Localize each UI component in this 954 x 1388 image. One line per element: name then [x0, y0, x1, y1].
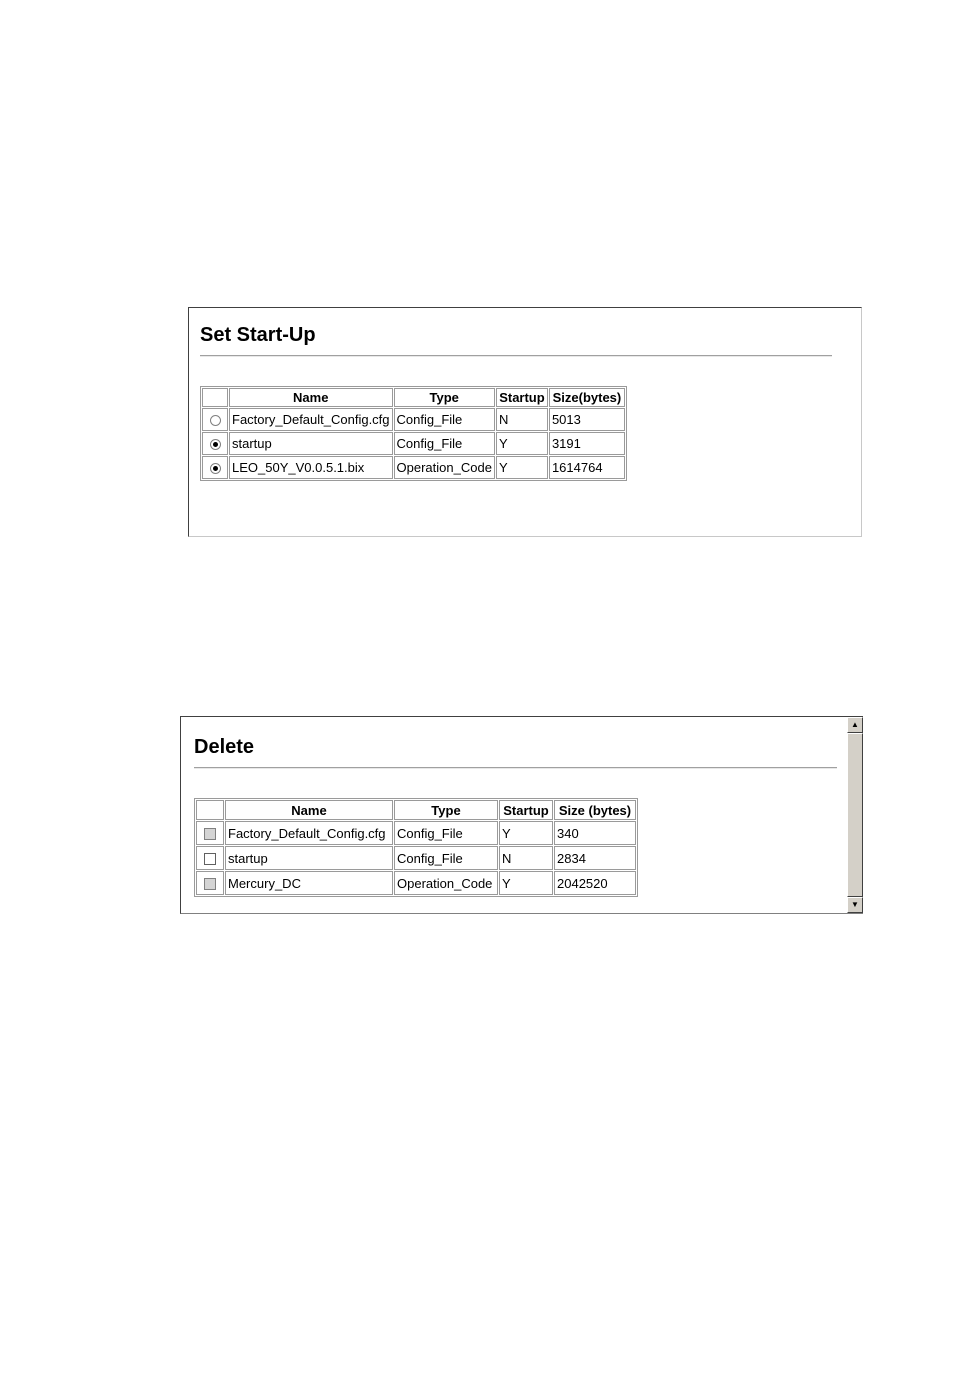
file-size: 3191 [549, 432, 625, 455]
header-size: Size (bytes) [554, 800, 636, 820]
file-name: Factory_Default_Config.cfg [229, 408, 393, 431]
header-name: Name [225, 800, 393, 820]
select-cell [196, 821, 224, 845]
table-row [202, 456, 625, 479]
file-type: Config_File [394, 821, 498, 845]
table-row [196, 846, 636, 870]
header-startup: Startup [496, 388, 548, 407]
file-name: Factory_Default_Config.cfg [225, 821, 393, 845]
delete-panel [180, 716, 863, 914]
delete-file-table [194, 798, 638, 897]
file-name: startup [229, 432, 393, 455]
header-type: Type [394, 800, 498, 820]
page-title: Delete [194, 736, 255, 758]
file-startup: Y [496, 456, 548, 479]
page-title: Set Start-Up [200, 324, 316, 346]
select-cell [202, 432, 228, 455]
file-size: 5013 [549, 408, 625, 431]
file-size: 1614764 [549, 456, 625, 479]
file-startup: Y [499, 871, 553, 895]
delete-checkbox [204, 878, 216, 890]
set-startup-panel [188, 307, 862, 537]
file-type: Config_File [394, 432, 495, 455]
file-name: LEO_50Y_V0.0.5.1.bix [229, 456, 393, 479]
file-type: Config_File [394, 846, 498, 870]
file-startup: Y [496, 432, 548, 455]
startup-radio[interactable] [210, 415, 221, 426]
file-startup: N [496, 408, 548, 431]
table-row [202, 408, 625, 431]
header-type: Type [394, 388, 495, 407]
table-row [196, 821, 636, 845]
startup-radio[interactable] [210, 439, 221, 450]
file-startup: N [499, 846, 553, 870]
vertical-scrollbar[interactable] [847, 717, 863, 913]
select-cell [196, 846, 224, 870]
header-size: Size(bytes) [549, 388, 625, 407]
delete-checkbox [204, 828, 216, 840]
file-type: Operation_Code [394, 871, 498, 895]
file-size: 2834 [554, 846, 636, 870]
table-row [196, 871, 636, 895]
arrow-down-icon[interactable]: ▼ [847, 897, 863, 913]
arrow-up-icon[interactable]: ▲ [847, 717, 863, 733]
header-select [202, 388, 228, 407]
delete-checkbox[interactable] [204, 853, 216, 865]
table-header-row [202, 388, 625, 407]
title-divider [194, 767, 837, 769]
table-row [202, 432, 625, 455]
file-type: Config_File [394, 408, 495, 431]
file-startup: Y [499, 821, 553, 845]
file-size: 2042520 [554, 871, 636, 895]
table-header-row [196, 800, 636, 820]
scrollbar-thumb[interactable] [847, 733, 863, 897]
title-divider [200, 355, 832, 357]
header-startup: Startup [499, 800, 553, 820]
header-name: Name [229, 388, 393, 407]
header-select [196, 800, 224, 820]
select-cell [202, 456, 228, 479]
file-type: Operation_Code [394, 456, 495, 479]
file-size: 340 [554, 821, 636, 845]
select-cell [196, 871, 224, 895]
startup-file-table [200, 386, 627, 481]
startup-radio[interactable] [210, 463, 221, 474]
file-name: Mercury_DC [225, 871, 393, 895]
file-name: startup [225, 846, 393, 870]
select-cell [202, 408, 228, 431]
